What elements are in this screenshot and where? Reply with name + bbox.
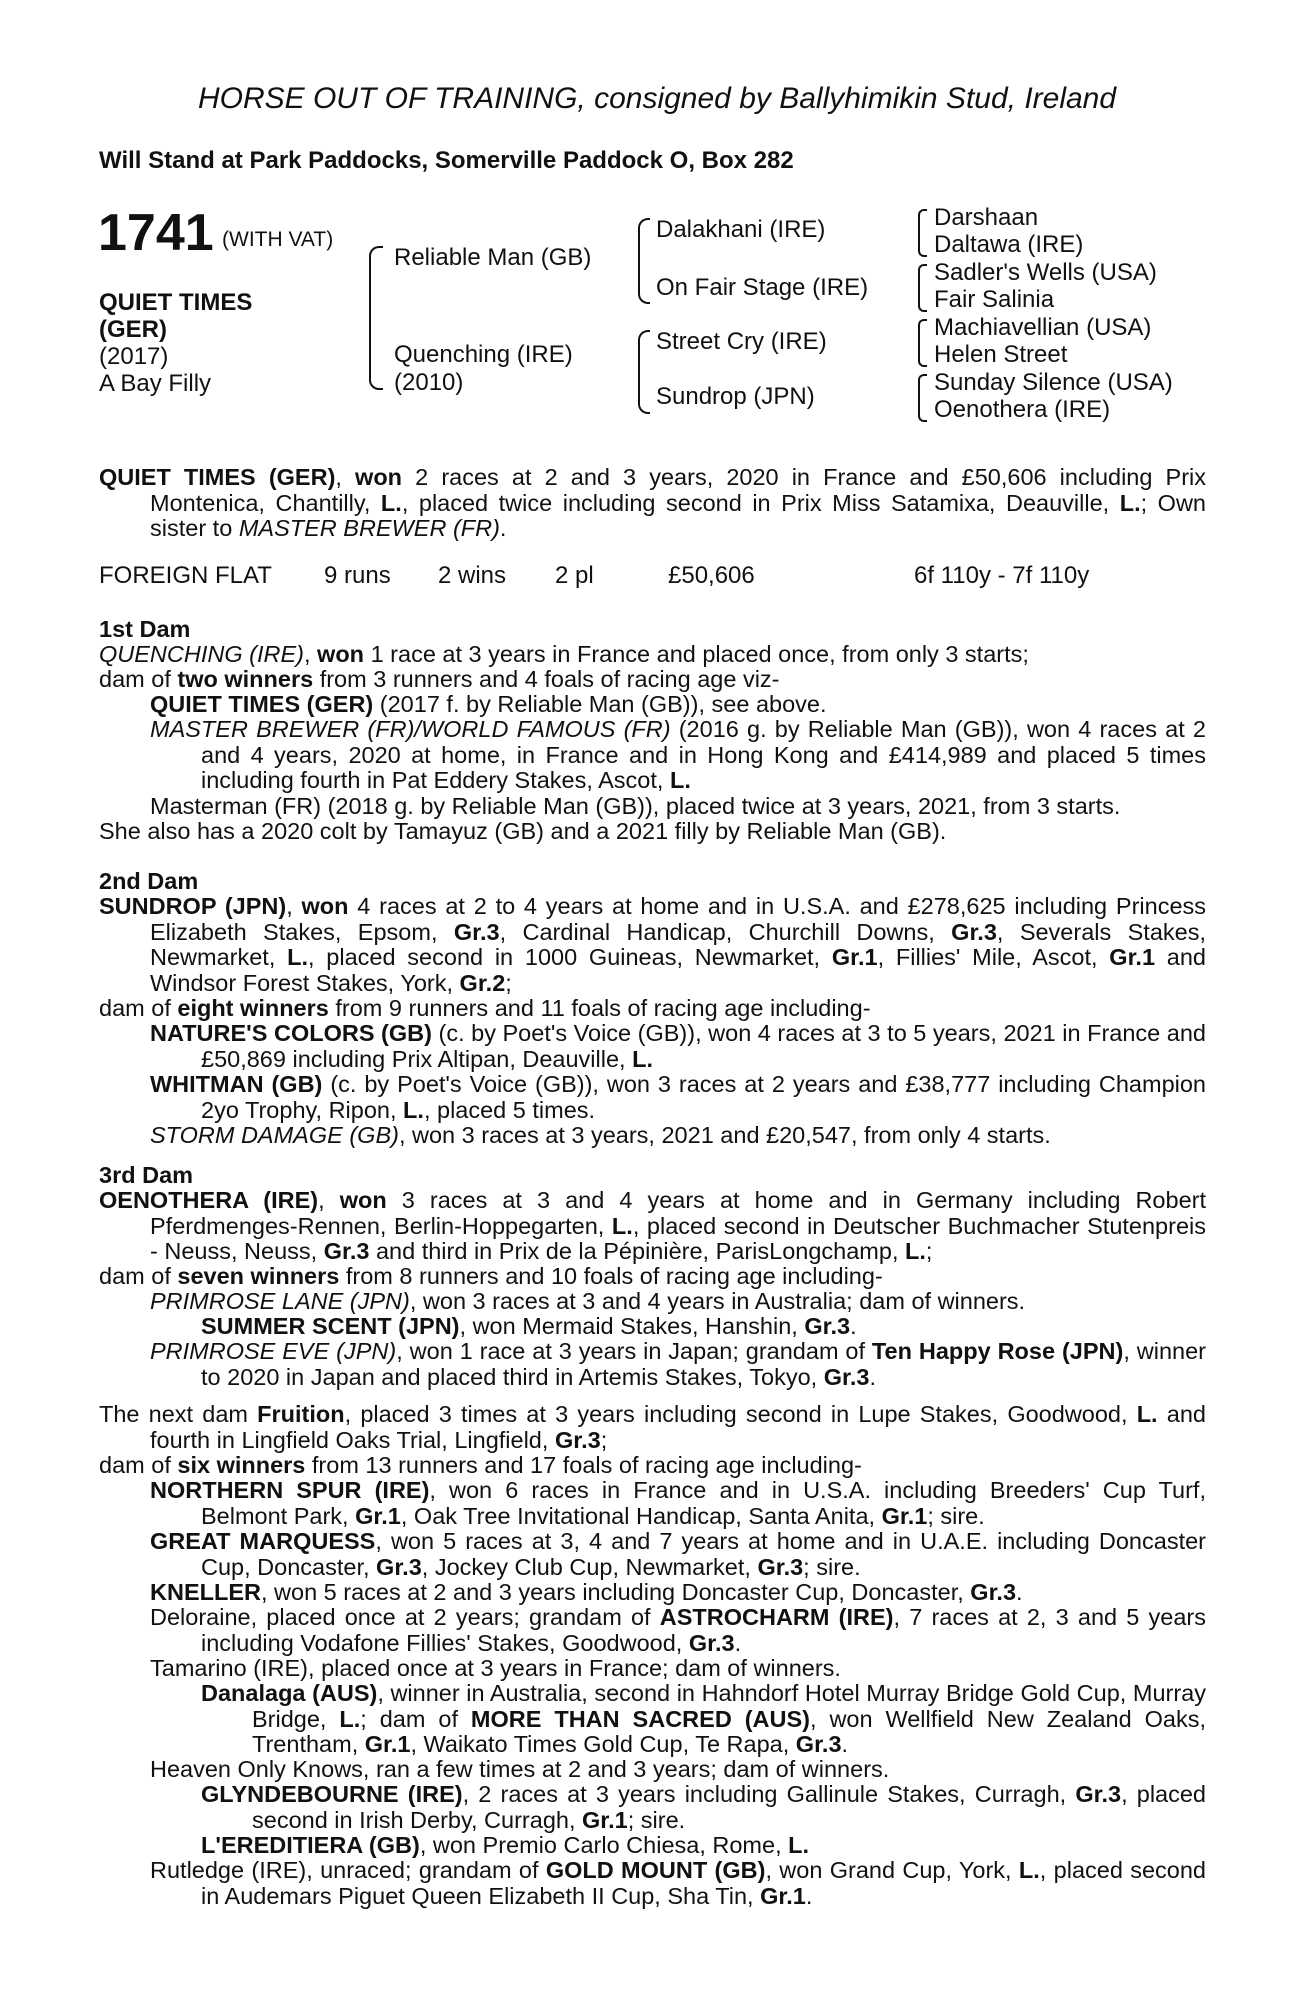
offspring-name: SUMMER SCENT (JPN) [201, 1313, 460, 1339]
grade: Gr.3 [1075, 1781, 1122, 1807]
pedigree-sire: Reliable Man (GB) [394, 244, 592, 271]
pedigree-bracket-g2 [918, 264, 927, 312]
second-dam-offspring-2 [99, 1072, 1206, 1123]
offspring-text: , Jockey Club Cup, Newmarket, [421, 1553, 758, 1580]
pedigree-gsire-1: Darshaan [934, 204, 1039, 231]
record-text: , Severals Stakes, Newmarket, [150, 918, 1207, 970]
pedigree-bracket-sire [638, 218, 650, 304]
third-dam-offspring-2 [99, 1339, 1206, 1390]
offspring-name: GREAT MARQUESS [150, 1528, 376, 1554]
pedigree-bracket-dam [638, 330, 650, 414]
produce-suffix: from 3 runners and 4 foals of racing age viz- [313, 666, 780, 692]
offspring-name: MORE THAN SACRED (AUS) [470, 1705, 810, 1732]
next-dam-offspring-7 [99, 1858, 1206, 1909]
grade: Gr.3 [323, 1238, 370, 1264]
second-dam-name: SUNDROP (JPN) [99, 893, 287, 919]
offspring-listed: L. [669, 767, 691, 793]
summary-horse-name: QUIET TIMES (GER) [99, 464, 336, 490]
next-dam-offspring-6: Heaven Only Knows, ran a few times at 2 and 3 years; dam of winners. [150, 1756, 890, 1782]
grade: L. [611, 1212, 633, 1239]
offspring-name: WHITMAN (GB) [150, 1071, 323, 1097]
produce-prefix: dam of [99, 666, 178, 692]
offspring-name: GLYNDEBOURNE (IRE) [201, 1781, 463, 1807]
stats-distance: 6f 110y - 7f 110y [914, 562, 1090, 589]
grade: Gr.3 [453, 918, 500, 945]
offspring-text: (2017 f. by Reliable Man (GB)), see above. [373, 691, 827, 717]
pedigree-bracket-g4 [918, 374, 927, 422]
first-dam-produce-summary [99, 667, 1206, 693]
record-text: , placed second in 1000 Guineas, Newmarket, [308, 944, 832, 970]
produce-suffix: from 9 runners and 11 foals of racing age including- [328, 995, 871, 1021]
foaling-year: (2017) [99, 343, 169, 370]
race-record-summary: QUIET TIMES (GER), won 2 races at 2 and 3 years, 2020 in France and £50,606 including Prix Montenica, Chantilly, L., placed twice including second in Prix Miss Satamixa, Deauville, L.; Own sister to MASTER BREWER (FR). [99, 464, 1207, 541]
summary-won: won [355, 464, 403, 490]
pedigree-gsire-4: Sunday Silence (USA) [934, 369, 1173, 396]
offspring-name: PRIMROSE LANE (JPN) [150, 1288, 410, 1314]
vat-note: (WITH VAT) [222, 228, 334, 251]
summary-listed-2: L. [1119, 489, 1141, 516]
stats-label: FOREIGN FLAT [99, 562, 272, 589]
lot-number: 1741 [98, 204, 214, 262]
offspring-text: . [869, 1363, 876, 1390]
grade: Gr.1 [355, 1502, 401, 1529]
catalogue-title: HORSE OUT OF TRAINING, consigned by Ballyhimikin Stud, Ireland [197, 82, 1117, 115]
offspring-text: , won 6 races in France and in U.S.A. including Breeders' Cup Turf, Belmont Park, [201, 1477, 1206, 1529]
offspring-text: , placed 5 times. [423, 1096, 596, 1123]
next-dam-offspring-1 [99, 1478, 1206, 1529]
offspring-name: GOLD MOUNT (GB) [545, 1857, 766, 1883]
summary-text-1: 2 races at 2 and 3 years, 2020 in France and £50,606 including Prix Montenica, Chantilly, [150, 464, 1207, 516]
pedigree-sire-dam: On Fair Stage (IRE) [656, 274, 869, 301]
produce-suffix: from 13 runners and 17 foals of racing age including- [305, 1452, 862, 1478]
first-dam-name: QUENCHING (IRE) [99, 641, 304, 667]
produce-suffix: from 8 runners and 10 foals of racing age including- [339, 1263, 883, 1289]
horse-name-line2: (GER) [99, 316, 167, 343]
stats-earnings: £50,606 [668, 562, 755, 589]
offspring-text: (2016 g. by Reliable Man (GB)), won 4 races at 2 and 4 years, 2020 at home, in France and in Hong Kong and £414,989 and placed 5 times including fourth in Pat Eddery Stakes, Ascot, [201, 716, 1206, 793]
offspring-name: QUIET TIMES (GER) [150, 691, 374, 717]
horse-meta [99, 343, 211, 397]
offspring-name: L'EREDITIERA (GB) [201, 1832, 420, 1858]
grade: Gr.1 [364, 1731, 411, 1757]
offspring-text: . [850, 1313, 857, 1339]
next-dam-offspring-5: Tamarino (IRE), placed once at 3 years in France; dam of winners. [150, 1655, 841, 1681]
pedigree-gdam-4: Oenothera (IRE) [934, 396, 1111, 423]
record-text: ; [600, 1426, 608, 1453]
offspring-text: ; sire. [803, 1553, 861, 1580]
third-dam-heading: 3rd Dam [99, 1162, 194, 1188]
pedigree-bracket-g3 [918, 319, 927, 367]
grade: L. [1136, 1401, 1158, 1427]
summary-listed-1: L. [380, 489, 402, 516]
horse-description: A Bay Filly [99, 370, 212, 397]
third-dam-record: OENOTHERA (IRE), won 3 races at 3 and 4 years at home and in Germany including Robert Pferdmenges-Rennen, Berlin-Hoppegarten, L., placed second in Deutscher Buchmacher Stutenpreis - Neuss, Neuss, Gr.3 and third in Prix de la Pépinière, ParisLongchamp, L.; [99, 1187, 1206, 1264]
offspring-text: . [734, 1629, 742, 1656]
grade: Gr.3 [554, 1426, 601, 1453]
pedigree-dam-year: (2010) [394, 369, 464, 396]
produce-prefix: dam of [99, 995, 178, 1021]
record-text: 3 races at 3 and 4 years at home and in Germany including Robert Pferdmenges-Rennen, Berlin-Hoppegarten, [150, 1187, 1206, 1239]
stats-wins: 2 wins [438, 562, 507, 589]
pedigree-gsire-2: Sadler's Wells (USA) [934, 259, 1157, 286]
offspring-text: , won Premio Carlo Chiesa, Rome, [419, 1832, 789, 1858]
offspring-text: Deloraine, placed once at 2 years; grandam of [150, 1604, 660, 1630]
first-dam-won: won [317, 641, 365, 667]
pedigree-gdam-1: Daltawa (IRE) [934, 231, 1084, 258]
second-dam-heading: 2nd Dam [99, 868, 199, 894]
grade: L. [287, 944, 309, 970]
first-dam-heading: 1st Dam [99, 616, 191, 642]
grade: L. [1018, 1857, 1040, 1883]
grade: Gr.1 [760, 1882, 806, 1909]
first-dam-younger-stock: She also has a 2020 colt by Tamayuz (GB) and a 2021 filly by Reliable Man (GB). [99, 818, 947, 844]
offspring-text: ; dam of [360, 1705, 471, 1732]
offspring-name: PRIMROSE EVE (JPN) [150, 1338, 397, 1364]
record-text: , placed second in Deutscher Buchmacher Stutenpreis - Neuss, Neuss, [150, 1212, 1206, 1264]
record-text: ; [505, 969, 512, 996]
third-dam-won: won [339, 1187, 387, 1213]
pedigree-bracket-parents [369, 246, 383, 390]
record-text: , Cardinal Handicap, Churchill Downs, [499, 918, 952, 945]
next-dam-produce-summary [99, 1453, 1206, 1479]
offspring-text: , winner to 2020 in Japan and placed third in Artemis Stakes, Tokyo, [201, 1338, 1206, 1390]
horse-name-line1: QUIET TIMES [99, 289, 253, 316]
grade: Gr.3 [823, 1363, 870, 1390]
pedigree-gdam-3: Helen Street [934, 341, 1068, 368]
next-dam-record [99, 1402, 1206, 1453]
offspring-text: , won 3 races at 3 and 4 years in Australia; dam of winners. [409, 1288, 1026, 1314]
offspring-text: , 2 races at 3 years including Gallinule Stakes, Curragh, [462, 1781, 1076, 1807]
second-dam-offspring-1 [99, 1021, 1206, 1072]
offspring-text: , 7 races at 2, 3 and 5 years including Vodafone Fillies' Stakes, Goodwood, [201, 1604, 1206, 1656]
pedigree-bracket-g1 [918, 209, 927, 257]
offspring-name: NATURE'S COLORS (GB) [150, 1020, 432, 1046]
first-dam-offspring-1 [99, 692, 1206, 718]
grade: Gr.3 [804, 1313, 851, 1339]
grade: Gr.3 [970, 1579, 1017, 1605]
grade: Gr.3 [795, 1731, 842, 1757]
summary-end: . [499, 515, 507, 541]
offspring-text: , won Wellfield New Zealand Oaks, Trentham, [252, 1705, 1206, 1757]
first-dam-text: 1 race at 3 years in France and placed once, from only 3 starts; [364, 641, 1029, 667]
pedigree-dam-sire: Street Cry (IRE) [656, 328, 827, 355]
record-text: ; [925, 1238, 933, 1264]
summary-text-3: ; Own sister to [150, 489, 1206, 541]
first-dam-offspring-2 [99, 717, 1206, 794]
next-dam-grandoffspring-2 [99, 1782, 1206, 1833]
record-text: and Windsor Forest Stakes, York, [150, 944, 1206, 996]
grade: Gr.1 [1109, 944, 1156, 970]
third-dam-name: OENOTHERA (IRE) [99, 1187, 319, 1213]
offspring-text: . [841, 1731, 849, 1757]
offspring-text: , won Grand Cup, York, [765, 1857, 1019, 1883]
offspring-name: ASTROCHARM (IRE) [659, 1604, 894, 1630]
grade: Gr.2 [459, 969, 506, 996]
horse-name [99, 289, 252, 343]
next-dam-offspring-4 [99, 1605, 1206, 1656]
offspring-text: (c. by Poet's Voice (GB)), won 3 races at 2 years and £38,777 including Champion 2yo Trophy, Ripon, [201, 1071, 1207, 1123]
offspring-text: . [805, 1882, 813, 1909]
offspring-text: , won 1 race at 3 years in Japan; grandam of [396, 1338, 872, 1364]
next-dam-grandoffspring-1 [99, 1681, 1206, 1758]
record-text: and third in Prix de la Pépinière, ParisLongchamp, [369, 1238, 906, 1264]
stand-location: Will Stand at Park Paddocks, Somerville Paddock O, Box 282 [99, 147, 794, 174]
offspring-name: NORTHERN SPUR (IRE) [150, 1477, 430, 1503]
offspring-name: STORM DAMAGE (GB) [150, 1122, 399, 1148]
grade: Gr.1 [881, 1502, 928, 1529]
offspring-name: KNELLER [150, 1579, 261, 1605]
stats-runs: 9 runs [324, 562, 391, 589]
offspring-text: , placed second in Irish Derby, Curragh, [252, 1781, 1206, 1833]
grade: Gr.1 [831, 944, 878, 970]
next-dam-offspring-2 [99, 1529, 1206, 1580]
pedigree-dam-dam: Sundrop (JPN) [656, 383, 815, 410]
produce-winners: eight winners [177, 995, 329, 1021]
grade: Gr.3 [951, 918, 997, 945]
record-text: , placed 3 times at 3 years including second in Lupe Stakes, Goodwood, [344, 1401, 1137, 1427]
second-dam-produce-summary [99, 996, 1206, 1022]
next-dam-name: Fruition [257, 1401, 345, 1427]
record-text: The next dam [99, 1401, 258, 1427]
offspring-text: , won 5 races at 2 and 3 years including Doncaster Cup, Doncaster, [260, 1579, 971, 1605]
produce-winners: six winners [177, 1452, 306, 1478]
offspring-text: . [1016, 1579, 1023, 1605]
record-text: and fourth in Lingfield Oaks Trial, Lingfield, [150, 1401, 1206, 1453]
second-dam-record: SUNDROP (JPN), won 4 races at 2 to 4 years at home and in U.S.A. and £278,625 including Princess Elizabeth Stakes, Epsom, Gr.3, Cardinal Handicap, Churchill Downs, Gr.3, Severals Stakes, Newmarket, L., placed second in 1000 Guineas, Newmarket, Gr.1, Fillies' Mile, Ascot, Gr.1 and Windsor Forest Stakes, York, Gr.2; [99, 893, 1207, 996]
offspring-text: , winner in Australia, second in Hahndorf Hotel Murray Bridge Gold Cup, Murray Bridge, [252, 1680, 1206, 1732]
pedigree-gsire-3: Machiavellian (USA) [934, 314, 1152, 341]
offspring-text: , Waikato Times Gold Cup, Te Rapa, [410, 1731, 796, 1757]
offspring-listed: L. [632, 1045, 653, 1072]
offspring-text: , won 3 races at 3 years, 2021 and £20,547, from only 4 starts. [398, 1122, 1051, 1148]
third-dam-grandoffspring-1 [99, 1314, 1206, 1340]
summary-text-2: , placed twice including second in Prix Miss Satamixa, Deauville, [401, 489, 1120, 516]
pedigree-dam: Quenching (IRE) [394, 341, 573, 368]
grade: Gr.3 [376, 1553, 422, 1580]
produce-prefix: dam of [99, 1263, 178, 1289]
produce-prefix: dam of [99, 1452, 178, 1478]
third-dam-offspring-1 [99, 1289, 1206, 1315]
offspring-text: , won 5 races at 3, 4 and 7 years at home and in U.A.E. including Doncaster Cup, Doncaster, [201, 1528, 1206, 1580]
second-dam-offspring-3 [99, 1123, 1206, 1149]
grade: Gr.1 [582, 1806, 628, 1833]
grade: L. [339, 1705, 361, 1732]
offspring-name: MASTER BREWER (FR)/WORLD FAMOUS (FR) [150, 716, 671, 742]
offspring-text: , Oak Tree Invitational Handicap, Santa Anita, [400, 1502, 882, 1529]
offspring-text: Rutledge (IRE), unraced; grandam of [150, 1857, 546, 1883]
first-dam-offspring-3: Masterman (FR) (2018 g. by Reliable Man (GB)), placed twice at 3 years, 2021, from 3 starts. [150, 793, 1121, 819]
offspring-name: Danalaga (AUS) [201, 1680, 378, 1706]
offspring-name: Ten Happy Rose (JPN) [871, 1338, 1124, 1364]
stats-placed: 2 pl [555, 562, 594, 589]
grade: L. [905, 1238, 926, 1264]
offspring-text: ; sire. [627, 1806, 686, 1833]
offspring-text: , placed second in Audemars Piguet Queen Elizabeth II Cup, Sha Tin, [201, 1857, 1206, 1909]
third-dam-produce-summary [99, 1264, 1206, 1290]
produce-winners: seven winners [177, 1263, 340, 1289]
grade: L. [788, 1832, 810, 1858]
summary-sister: MASTER BREWER (FR) [238, 515, 500, 541]
offspring-text: (c. by Poet's Voice (GB)), won 4 races at 3 to 5 years, 2021 in France and £50,869 including Prix Altipan, Deauville, [201, 1020, 1206, 1072]
offspring-listed: L. [403, 1096, 424, 1123]
next-dam-offspring-3 [99, 1580, 1206, 1606]
first-dam-record: QUENCHING (IRE), won 1 race at 3 years in France and placed once, from only 3 starts; [99, 641, 1029, 667]
grade: Gr.3 [757, 1553, 804, 1580]
record-text: 4 races at 2 to 4 years at home and in U.S.A. and £278,625 including Princess Elizabeth Stakes, Epsom, [150, 893, 1207, 945]
grade: Gr.3 [688, 1629, 735, 1656]
pedigree-sire-sire: Dalakhani (IRE) [656, 216, 826, 243]
second-dam-won: won [301, 893, 349, 919]
produce-winners: two winners [177, 666, 314, 692]
record-text: , Fillies' Mile, Ascot, [877, 944, 1110, 970]
offspring-text: ; sire. [927, 1502, 985, 1529]
offspring-text: , won Mermaid Stakes, Hanshin, [459, 1313, 805, 1339]
next-dam-grandoffspring-3 [99, 1833, 1206, 1859]
pedigree-gdam-2: Fair Salinia [934, 286, 1055, 313]
